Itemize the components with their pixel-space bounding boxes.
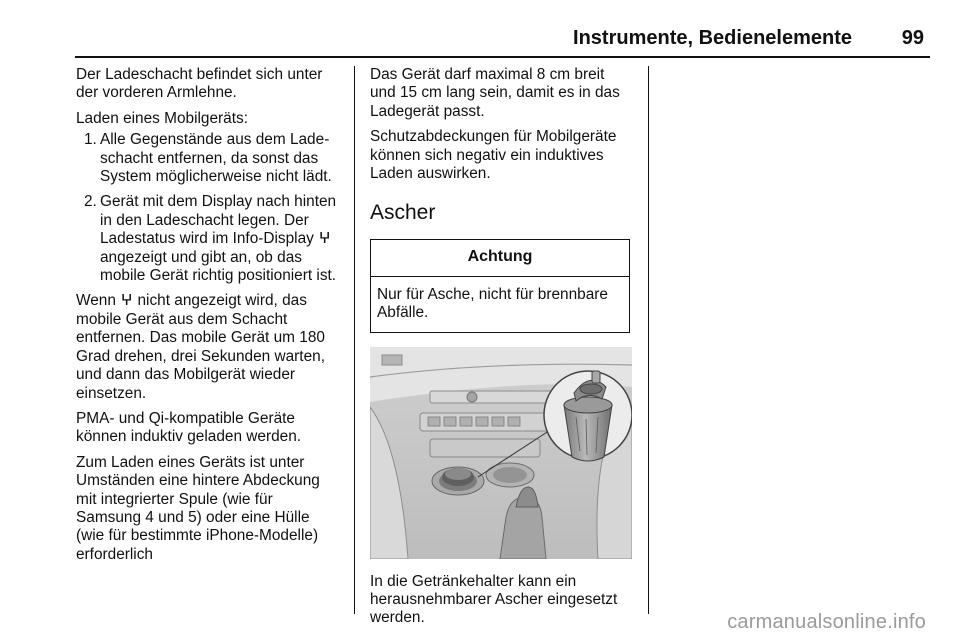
left-column xyxy=(76,66,342,571)
list-item xyxy=(76,193,342,285)
paragraph-size: Das Gerät darf maximal 8 cm breit und 15 cm lang sein, damit es in das Ladegerät passt. xyxy=(370,66,620,120)
step-text-cont: angezeigt und gibt an, ob das mobile Gerät richtig positioniert ist. xyxy=(100,248,337,285)
paragraph-covers: Schutzabdeckungen für Mobilgeräte können sich negativ ein induktives Laden auswirken. xyxy=(370,128,617,183)
text-fragment: nicht angezeigt wird, das mobile Gerät aus dem Schacht entfernen. Das mobile Gerät um 180 Grad drehen, drei Sekunden warten, und dann das Mobilgerät wieder einsetzen. xyxy=(76,292,325,402)
section-title: Ascher xyxy=(370,201,436,225)
paragraph-no-symbol xyxy=(76,292,342,402)
paragraph-charging-intro: Laden eines Mobilgeräts: xyxy=(76,109,248,127)
charging-status-icon: ⵖ xyxy=(318,230,331,248)
column-divider xyxy=(354,66,355,614)
page-title: Instrumente, Bedienelemente xyxy=(573,27,852,49)
watermark: carmanualsonline.info xyxy=(727,611,926,633)
step-number: 2. xyxy=(84,193,97,211)
charging-status-icon: ⵖ xyxy=(120,292,133,310)
step-text: Alle Gegenstände aus dem Ladeschacht entfernen, da sonst das System möglicherweise nicht lädt. xyxy=(100,131,332,186)
step-number: 1. xyxy=(84,131,97,149)
page-header xyxy=(0,0,960,56)
warning-text: Nur für Asche, nicht für brennbare Abfälle. xyxy=(377,285,608,322)
list-item xyxy=(76,131,342,186)
text-fragment: Wenn xyxy=(76,292,116,310)
column-divider-right xyxy=(648,66,649,614)
right-column xyxy=(370,66,633,635)
header-rule xyxy=(75,56,930,58)
warning-title: Achtung xyxy=(371,240,629,276)
charging-steps xyxy=(76,131,342,285)
paragraph-cover: Zum Laden eines Geräts ist unter Umständen eine hintere Abdeckung mit integrierter Spule (wie für Samsung 4 und 5) oder eine Hülle (wie für bestimmte iPhone-Modelle) erforderlich xyxy=(76,453,320,563)
page-number: 99 xyxy=(901,27,924,49)
paragraph-location: Der Ladeschacht befindet sich unter der vorderen Armlehne. xyxy=(76,66,323,102)
step-text: Gerät mit dem Display nach hinten in den Ladeschacht legen. Der Ladestatus wird im Info-Display xyxy=(100,193,337,248)
paragraph-ashtray: In die Getränkehalter kann ein herausnehmbarer Ascher eingesetzt werden. xyxy=(370,572,618,627)
paragraph-compatible: PMA- und Qi-kompatible Geräte können induktiv geladen werden. xyxy=(76,409,302,446)
ashtray-illustration xyxy=(370,347,632,559)
warning-box xyxy=(370,239,630,332)
